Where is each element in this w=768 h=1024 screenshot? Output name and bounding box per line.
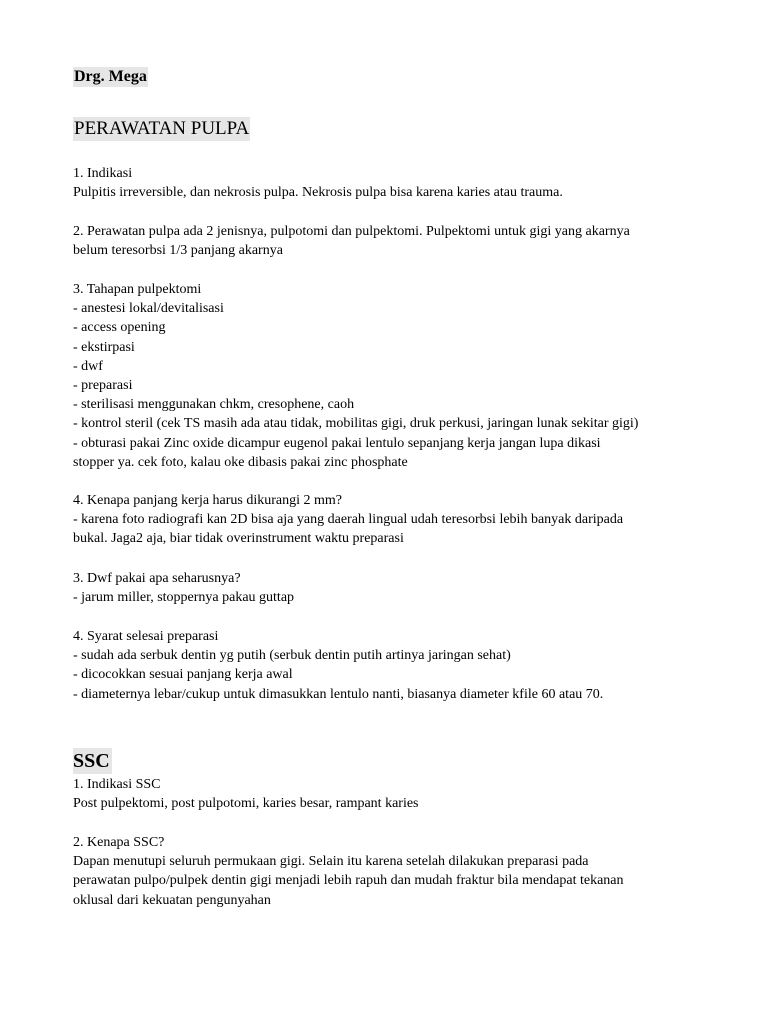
paragraph-tahapan-pulpektomi xyxy=(73,280,723,472)
text-line: 3. Tahapan pulpektomi xyxy=(73,282,202,297)
text-line: Post pulpektomi, post pulpotomi, karies besar, rampant karies xyxy=(73,796,419,812)
text-line: belum teresorbsi 1/3 panjang akarnya xyxy=(73,243,283,259)
paragraph-indikasi-ssc xyxy=(73,775,723,813)
paragraph-jenis-perawatan xyxy=(73,222,723,260)
list-item: - jarum miller, stoppernya pakau guttap xyxy=(73,590,295,606)
paragraph-kenapa-ssc xyxy=(73,833,723,910)
paragraph-indikasi xyxy=(73,164,723,202)
list-item: - kontrol steril (cek TS masih ada atau tidak, mobilitas gigi, druk perkusi, jaringan lunak sekitar gigi) xyxy=(73,416,639,432)
text-line: 4. Syarat selesai preparasi xyxy=(73,629,219,644)
paragraph-dwf xyxy=(73,569,723,607)
text-line: 3. Dwf pakai apa seharusnya? xyxy=(73,571,241,586)
text-line: 4. Kenapa panjang kerja harus dikurangi 2 mm? xyxy=(73,493,343,508)
list-item: - karena foto radiografi kan 2D bisa aja yang daerah lingual udah teresorbsi lebih banyak daripada xyxy=(73,512,624,528)
list-item: - anestesi lokal/devitalisasi xyxy=(73,301,224,317)
list-item: - dwf xyxy=(73,358,103,374)
text-line: perawatan pulpo/pulpek dentin gigi menjadi lebih rapuh dan mudah fraktur bila mendapat tekanan xyxy=(73,873,624,889)
author-name: Drg. Mega xyxy=(74,68,147,85)
list-item: - ekstirpasi xyxy=(73,339,135,355)
text-line: bukal. Jaga2 aja, biar tidak overinstrument waktu preparasi xyxy=(73,531,404,547)
text-line: Pulpitis irreversible, dan nekrosis pulpa. Nekrosis pulpa bisa karena karies atau trauma. xyxy=(73,185,563,201)
text-line: 1. Indikasi xyxy=(73,166,133,181)
section-title-perawatan-pulpa: PERAWATAN PULPA xyxy=(74,118,250,139)
text-line: 1. Indikasi SSC xyxy=(73,777,161,792)
text-line: 2. Perawatan pulpa ada 2 jenisnya, pulpotomi dan pulpektomi. Pulpektomi untuk gigi yang akarnya xyxy=(73,224,630,239)
text-line: Dapan menutupi seluruh permukaan gigi. Selain itu karena setelah dilakukan preparasi pada xyxy=(73,854,589,870)
paragraph-panjang-kerja xyxy=(73,491,723,549)
list-item: - diameternya lebar/cukup untuk dimasukkan lentulo nanti, biasanya diameter kfile 60 atau 70. xyxy=(73,686,604,702)
text-line: stopper ya. cek foto, kalau oke dibasis pakai zinc phosphate xyxy=(73,454,408,470)
text-line: 2. Kenapa SSC? xyxy=(73,835,165,850)
text-line: oklusal dari kekuatan pengunyahan xyxy=(73,892,271,908)
list-item: - access opening xyxy=(73,320,166,336)
section-title-ssc: SSC xyxy=(73,750,110,772)
list-item: - sudah ada serbuk dentin yg putih (serbuk dentin putih artinya jaringan sehat) xyxy=(73,648,511,664)
list-item: - dicocokkan sesuai panjang kerja awal xyxy=(73,667,293,683)
list-item: - obturasi pakai Zinc oxide dicampur eugenol pakai lentulo sepanjang kerja jangan lupa dikasi xyxy=(73,435,601,451)
list-item: - preparasi xyxy=(73,378,133,394)
list-item: - sterilisasi menggunakan chkm, cresophene, caoh xyxy=(73,397,355,413)
paragraph-syarat-preparasi xyxy=(73,627,723,704)
